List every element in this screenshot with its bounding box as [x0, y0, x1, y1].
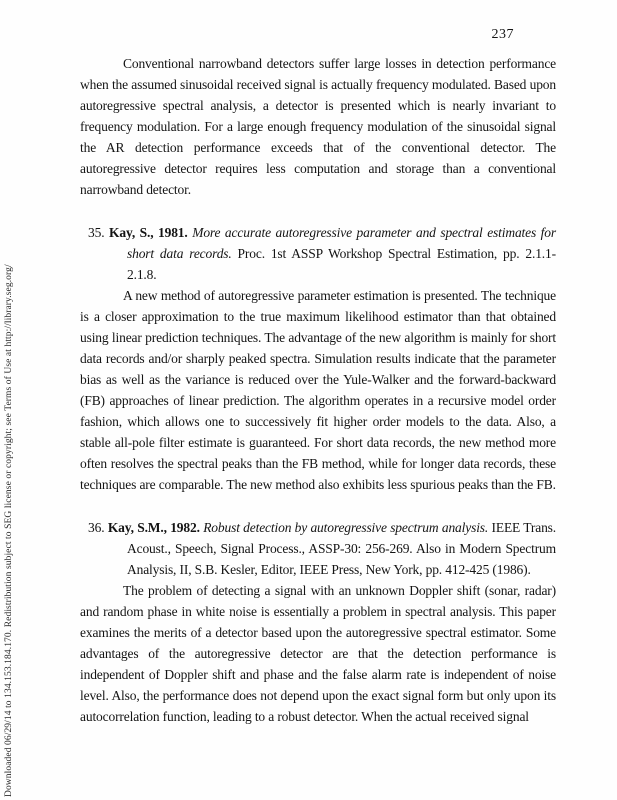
reference-entry-36 [80, 517, 556, 727]
reference-abstract: A new method of autoregressive parameter estimation is presented. The technique is a closer approximation to the true maximum likelihood estimator than that obtained using linear prediction techniques. The advantage of the new algorithm is mainly for short data records and/or sharply peaked spectra. Simulation results indicate that the parameter bias as well as the variance is reduced over the Yule-Walker and the forward-backward (FB) approaches of linear prediction. The algorithm operates in a recursive model order fashion, which allows one to successively fit higher order models to the data. Also, a stable all-pole filter estimate is guaranteed. For short data records, the new method more often resolves the spectral peaks than the FB method, while for longer data records, these techniques are comparable. The new method also exhibits less spurious peaks than the FB. [80, 288, 556, 492]
reference-entry-35 [80, 222, 556, 495]
citation-36 [80, 517, 556, 580]
library-watermark-text: Downloaded 06/29/14 to 134.153.184.170. Redistribution subject to SEG license or copyright; see Terms of Use at http://library.seg.org/ [4, 264, 14, 797]
intro-abstract-paragraph: Conventional narrowband detectors suffer large losses in detection performance when the assumed sinusoidal received signal is actually frequency modulated. Based upon autoregressive spectral analysis, a detector is presented which is nearly invariant to frequency modulation. For a large enough frequency modulation of the sinusoidal signal the AR detection performance exceeds that of the conventional detector. The autoregressive detector requires less computation and storage than a conventional narrowband detector. [80, 56, 556, 197]
page-number: 237 [491, 27, 514, 42]
reference-source: Proc. 1st ASSP Workshop Spectral Estimation, pp. 2.1.1-2.1.8. [127, 246, 556, 282]
citation-35 [80, 222, 556, 285]
reference-authors-year: Kay, S., 1981. [109, 225, 188, 240]
reference-source: IEEE Trans. Acoust., Speech, Signal Process., ASSP-30: 256-269. Also in Modern Spectrum Analysis, II, S.B. Kesler, Editor, IEEE Press, New York, pp. 412-425 (1986). [127, 520, 557, 577]
reference-number: 36. [88, 520, 105, 535]
reference-abstract: The problem of detecting a signal with an unknown Doppler shift (sonar, radar) and random phase in white noise is essentially a problem in spectral analysis. This paper examines the merits of a detector based upon the autoregressive spectral estimator. Some advantages of the autoregressive detector are that the detection performance is independent of Doppler shift and phase and the false alarm rate is independent of noise level. Also, the performance does not depend upon the exact signal form but only upon its autocorrelation function, leading to a robust detector. When the actual received signal [80, 583, 556, 724]
page-body [80, 53, 556, 727]
reference-title: More accurate autoregressive parameter and spectral estimates for short data records. [127, 225, 556, 261]
reference-title: Robust detection by autoregressive spectrum analysis. [203, 520, 489, 535]
reference-number: 35. [88, 225, 105, 240]
reference-authors-year: Kay, S.M., 1982. [107, 520, 200, 535]
